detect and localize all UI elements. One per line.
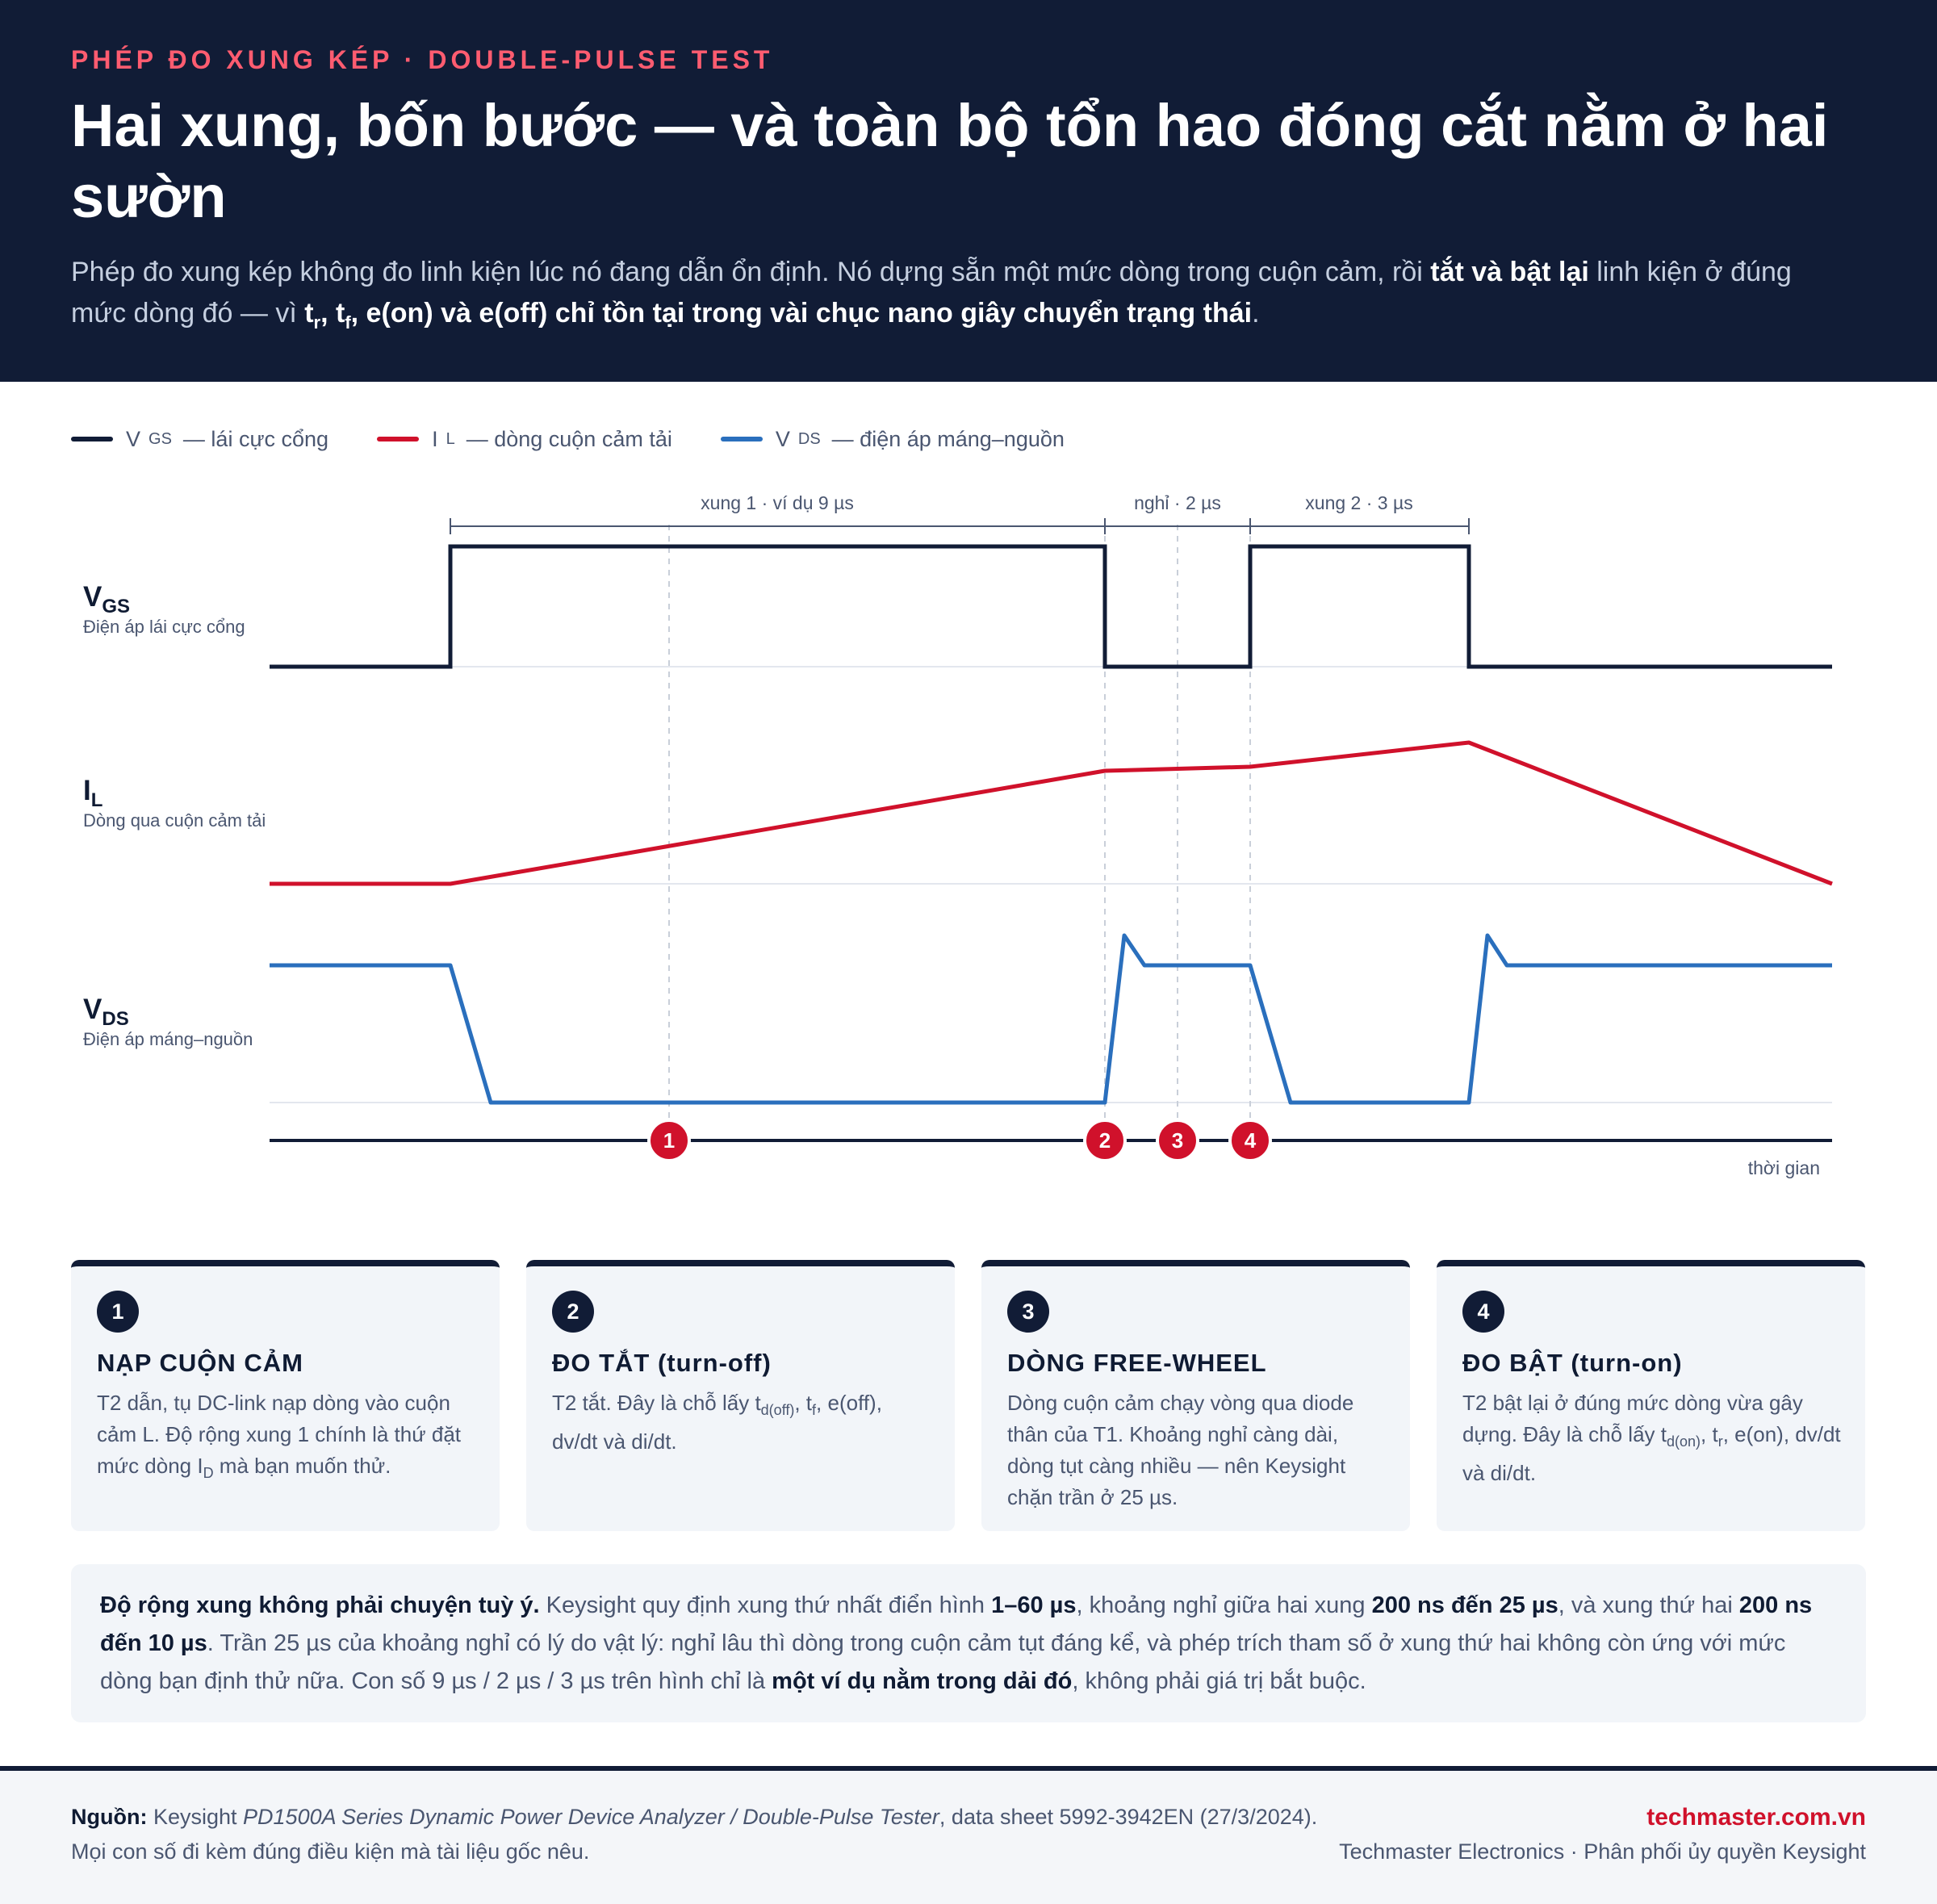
step-title: DÒNG FREE-WHEEL — [1007, 1349, 1267, 1377]
step-body: T2 dẫn, tụ DC-link nạp dòng vào cuộn cảm L. Độ rộng xung 1 chính là thứ đặt mức dòng $I_D$ mà bạn muốn thử. — [97, 1391, 462, 1482]
bracket-pulse2 — [1250, 518, 1469, 534]
kicker: PHÉP ĐO XUNG KÉP · DOUBLE-PULSE TEST — [71, 45, 774, 74]
waveform-vds — [270, 935, 1832, 1103]
marker-2 — [1085, 1120, 1125, 1161]
svg-text:1: 1 — [663, 1128, 676, 1153]
pulse-width-note: Độ rộng xung không phải chuyện tuỳ ý. Keysight quy định xung thứ nhất điển hình 1–60 µs, khoảng nghỉ giữa hai xung 200 ns đến 25 µs, và xung thứ hai 200 ns đến 10 µs. Trần 25 µs của khoảng nghỉ có lý do vật lý: nghỉ lâu thì dòng trong cuộn cảm tụt đáng kể, và phép trích tham số ở xung thứ hai không còn ứng với mức dòng bạn định thử nữa. Con số 9 µs / 2 µs / 3 µs trên hình chỉ là một ví dụ nằm trong dải đó, không phải giá trị bắt buộc. — [71, 1564, 1866, 1722]
svg-text:4: 4 — [1244, 1128, 1257, 1153]
brand-tagline: Techmaster Electronics · Phân phối ủy quyền Keysight — [1339, 1839, 1866, 1864]
waveform-il — [270, 743, 1832, 884]
step-body: T2 tắt. Đây là chỗ lấy $t_{d(off)}$, $t_f$, e(off), dv/dt và di/dt. — [552, 1391, 882, 1454]
row-desc-vds: Điện áp máng–nguồn — [83, 1029, 253, 1049]
span-label-rest: nghỉ · 2 µs — [1134, 492, 1221, 513]
row-desc-il: Dòng qua cuộn cảm tải — [83, 810, 266, 831]
brand-block — [1339, 1800, 1866, 1869]
legend-swatch-vgs — [71, 437, 113, 441]
step-badge: 4 — [1462, 1291, 1504, 1333]
header-banner — [0, 0, 1937, 382]
step-title: NẠP CUỘN CẢM — [97, 1349, 303, 1377]
svg-text:3: 3 — [1171, 1128, 1184, 1153]
row-label-il: $I_L$ — [83, 775, 103, 811]
step-card-3 — [981, 1260, 1410, 1531]
row-desc-vgs: Điện áp lái cực cổng — [83, 617, 245, 637]
waveform-vgs — [270, 546, 1832, 667]
row-label-vgs: $V_{GS}$ — [83, 581, 131, 617]
timing-diagram — [0, 460, 1937, 1203]
legend-item-vgs: V GS — lái cực cổng — [71, 427, 328, 452]
legend-item-il: I L — dòng cuộn cảm tải — [377, 427, 672, 452]
span-label-pulse1: xung 1 · ví dụ 9 µs — [701, 492, 854, 513]
marker-1 — [649, 1120, 689, 1161]
bracket-rest — [1105, 518, 1250, 534]
bracket-pulse1 — [450, 518, 1105, 534]
step-badge: 1 — [97, 1291, 139, 1333]
legend — [71, 423, 1113, 455]
brand-link[interactable]: techmaster.com.vn — [1646, 1804, 1866, 1831]
lead-paragraph: Phép đo xung kép không đo linh kiện lúc nó đang dẫn ổn định. Nó dựng sẵn một mức dòng trong cuộn cảm, rồi tắt và bật lại linh kiện ở đúng mức dòng đó — vì $t_r$, $t_f$, e(on) và e(off) chỉ tồn tại trong vài chục nano giây chuyển trạng thái. — [71, 257, 1792, 333]
legend-swatch-vds — [721, 437, 763, 441]
step-card-4 — [1437, 1260, 1865, 1531]
step-badge: 2 — [552, 1291, 594, 1333]
step-badge: 3 — [1007, 1291, 1049, 1333]
step-title: ĐO BẬT (turn-on) — [1462, 1349, 1683, 1377]
legend-item-vds: V DS — điện áp máng–nguồn — [721, 427, 1065, 452]
time-axis-label: thời gian — [1747, 1157, 1820, 1178]
marker-4 — [1230, 1120, 1270, 1161]
source-citation: Nguồn: Keysight PD1500A Series Dynamic Power Device Analyzer / Double-Pulse Tester, data sheet 5992-3942EN (27/3/2024). Mọi con số đi kèm đúng điều kiện mà tài liệu gốc nêu. — [71, 1805, 1318, 1864]
step-body: Dòng cuộn cảm chạy vòng qua diode thân của T1. Khoảng nghỉ càng dài, dòng tụt càng nhiều — nên Keysight chặn trần ở 25 µs. — [1007, 1391, 1354, 1509]
legend-swatch-il — [377, 437, 419, 441]
svg-text:2: 2 — [1098, 1128, 1111, 1153]
step-body: T2 bật lại ở đúng mức dòng vừa gây dựng. Đây là chỗ lấy $t_{d(on)}$, $t_r$, e(on), dv/dt và di/dt. — [1462, 1391, 1841, 1486]
step-card-2 — [526, 1260, 955, 1531]
step-card-1 — [71, 1260, 500, 1531]
footer — [0, 1766, 1937, 1904]
row-label-vds: $V_{DS}$ — [83, 994, 129, 1030]
marker-3 — [1157, 1120, 1198, 1161]
span-label-pulse2: xung 2 · 3 µs — [1305, 492, 1413, 513]
step-title: ĐO TẮT (turn-off) — [552, 1349, 772, 1377]
page-title: Hai xung, bốn bước — và toàn bộ tổn hao đóng cắt nằm ở hai sườn — [71, 92, 1829, 230]
